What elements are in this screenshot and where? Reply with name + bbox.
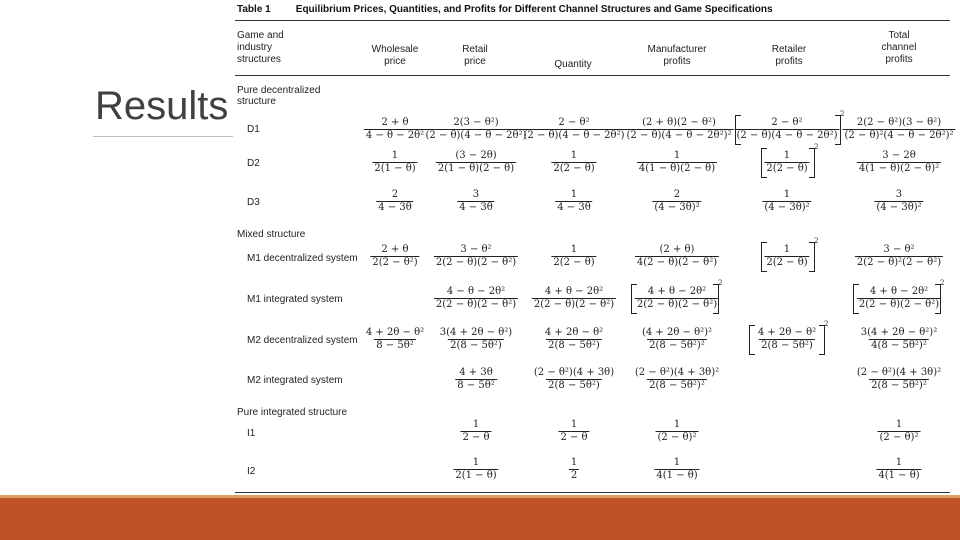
cell-m1d-manufacturer: $\frac{(2 + \theta)}{\text{4(2 − θ)(2 − θ²)}}$ (636, 244, 718, 268)
cell-m1i-total: $\frac{\text{4 + θ − 2θ²}}{\text{2(2 − θ)(2 − θ²)}}$ (858, 286, 940, 310)
cell-m2d-retailer: $\frac{\text{4 + 2θ − θ²}}{\text{2(8 − 5θ²)}}$ (757, 327, 817, 351)
exponent: 2 (814, 143, 819, 151)
cell-m2d-manufacturer: $\frac{\text{(4 + 2θ − θ²)²}}{\text{2(8 − 5θ²)²}}$ (641, 327, 713, 351)
row-label-m1-decentralized: M1 decentralized system (247, 253, 358, 264)
cell-d1-wholesale: $\frac{2 + \theta}{\text{4 − θ − 2θ²}}$ (365, 117, 425, 141)
bracket-right (835, 115, 841, 145)
cell-d2-quantity: $\frac{1}{2(2 - \theta)}$ (553, 150, 595, 174)
header-retailer: Retailer profits (771, 44, 807, 67)
cell-m1d-quantity: $\frac{1}{2(2 - \theta)}$ (553, 244, 595, 268)
row-label-m2-decentralized: M2 decentralized system (247, 335, 358, 346)
results-table (233, 0, 953, 498)
header-total: Total channel profits (881, 30, 917, 65)
cell-i1-quantity: $\frac{1}{2 - \theta}$ (560, 419, 588, 443)
row-label-m1-integrated: M1 integrated system (247, 294, 343, 305)
cell-m2i-manufacturer: $\frac{\text{(2 − θ²)(4 + 3θ)²}}{\text{2(8 − 5θ²)²}}$ (634, 367, 720, 391)
cell-d3-total: $\frac{3}{\text{(4 − 3θ)²}}$ (876, 189, 922, 213)
header-quantity: Quantity (554, 59, 592, 70)
cell-d2-wholesale: $\frac{1}{2(1 - \theta)}$ (374, 150, 416, 174)
table-header-rule (235, 75, 950, 76)
row-label-i1: I1 (247, 428, 256, 439)
cell-m1d-total: $\frac{\text{3 − θ²}}{\text{2(2 − θ)²(2 − θ²)}}$ (856, 244, 942, 268)
cell-m2d-quantity: $\frac{\text{4 + 2θ − θ²}}{\text{2(8 − 5θ²)}}$ (544, 327, 604, 351)
cell-d2-manufacturer: $\frac{1}{4(1 - \theta)(2 - \theta)}$ (638, 150, 716, 174)
table-caption-text: Equilibrium Prices, Quantities, and Profits for Different Channel Structures and Game Specifications (295, 4, 773, 15)
table-caption (237, 4, 773, 15)
table-number: Table 1 (237, 4, 271, 15)
cell-d1-manufacturer: $\frac{\text{(2 + θ)(2 − θ²)}}{\text{(2 − θ)(4 − θ − 2θ²)²}}$ (626, 117, 732, 141)
cell-d1-retailer: $\frac{\text{2 − θ²}}{\text{(2 − θ)(4 − θ − 2θ²)}}$ (736, 117, 838, 141)
cell-m2i-quantity: $\frac{\text{(2 − θ²)(4 + 3θ)}}{\text{2(8 − 5θ²)}}$ (533, 367, 615, 391)
cell-m1d-wholesale: $\frac{2 + \theta}{\text{2(2 − θ²)}}$ (372, 244, 418, 268)
cell-m2d-total: $\frac{\text{3(4 + 2θ − θ²)²}}{\text{4(8 − 5θ²)²}}$ (860, 327, 938, 351)
cell-m1d-retailer: $\frac{1}{2(2 - \theta)}$ (766, 244, 808, 268)
section-pure-integrated: Pure integrated structure (237, 407, 348, 418)
footer-bar (0, 498, 960, 540)
cell-d3-manufacturer: $\frac{2}{\text{(4 − 3θ)²}}$ (654, 189, 700, 213)
cell-m2d-retail: $\frac{\text{3(4 + 2θ − θ²)}}{\text{2(8 − 5θ²)}}$ (439, 327, 513, 351)
cell-d2-retail: $\frac{(3 - 2\theta)}{2(1 - \theta)(2 - \theta)}$ (437, 150, 515, 174)
bracket-right (809, 242, 815, 272)
bracket-right (935, 284, 941, 314)
cell-d1-retail: $\frac{\text{2(3 − θ²)}}{\text{(2 − θ)(4 − θ − 2θ²)}}$ (425, 117, 527, 141)
exponent: 2 (814, 237, 819, 245)
header-retail: Retail price (462, 44, 488, 67)
bracket-left (749, 325, 755, 355)
header-manufacturer: Manufacturer profits (647, 44, 707, 67)
row-label-m2-integrated: M2 integrated system (247, 375, 343, 386)
row-label-d2: D2 (247, 158, 260, 169)
cell-i2-total: $\frac{1}{4(1 - \theta)}$ (878, 457, 920, 481)
bracket-right (809, 148, 815, 178)
cell-i2-manufacturer: $\frac{1}{4(1 - \theta)}$ (656, 457, 698, 481)
bracket-right (713, 284, 719, 314)
bracket-right (819, 325, 825, 355)
cell-d1-total: $\frac{\text{2(2 − θ²)(3 − θ²)}}{\text{(2 − θ)²(4 − θ − 2θ²)²}}$ (844, 117, 954, 141)
row-label-d1: D1 (247, 124, 260, 135)
header-game: Game and industry structures (237, 30, 284, 65)
cell-d2-retailer: $\frac{1}{2(2 - \theta)}$ (766, 150, 808, 174)
row-label-i2: I2 (247, 466, 256, 477)
cell-m1i-quantity: $\frac{\text{4 + θ − 2θ²}}{\text{2(2 − θ)(2 − θ²)}}$ (533, 286, 615, 310)
header-wholesale: Wholesale price (371, 44, 419, 67)
cell-m2i-retail: $\frac{4 + 3\theta}{\text{8 − 5θ²}}$ (457, 367, 495, 391)
cell-i1-manufacturer: $\frac{1}{\text{(2 − θ)²}}$ (657, 419, 697, 443)
table-bottom-rule (235, 492, 950, 493)
title-underline (93, 136, 233, 137)
slide-title: Results (95, 84, 229, 128)
exponent: 2 (940, 279, 945, 287)
cell-i1-retail: $\frac{1}{2 - \theta}$ (462, 419, 490, 443)
section-pure-decentralized: Pure decentralized structure (237, 85, 321, 107)
cell-d2-total: $\frac{3 - 2\theta}{\text{4(1 − θ)(2 − θ)²}}$ (858, 150, 940, 174)
cell-d3-quantity: $\frac{1}{4 - 3\theta}$ (557, 189, 591, 213)
cell-m2d-wholesale: $\frac{\text{4 + 2θ − θ²}}{\text{8 − 5θ²}}$ (365, 327, 425, 351)
cell-i2-retail: $\frac{1}{2(1 - \theta)}$ (455, 457, 497, 481)
cell-i1-total: $\frac{1}{\text{(2 − θ)²}}$ (879, 419, 919, 443)
cell-d3-retail: $\frac{3}{4 - 3\theta}$ (459, 189, 493, 213)
cell-m1i-manufacturer: $\frac{\text{4 + θ − 2θ²}}{\text{2(2 − θ)(2 − θ²)}}$ (636, 286, 718, 310)
cell-i2-quantity: $\frac{1}{2}$ (570, 457, 578, 481)
cell-d3-wholesale: $\frac{2}{4 - 3\theta}$ (378, 189, 412, 213)
table-top-rule (235, 20, 950, 21)
exponent: 2 (824, 320, 829, 328)
cell-d3-retailer: $\frac{1}{\text{(4 − 3θ)²}}$ (764, 189, 810, 213)
cell-m2i-total: $\frac{\text{(2 − θ²)(4 + 3θ)²}}{\text{2(8 − 5θ²)²}}$ (856, 367, 942, 391)
cell-m1d-retail: $\frac{\text{3 − θ²}}{\text{2(2 − θ)(2 − θ²)}}$ (435, 244, 517, 268)
row-label-d3: D3 (247, 197, 260, 208)
exponent: 2 (840, 110, 845, 118)
exponent: 2 (718, 279, 723, 287)
cell-d1-quantity: $\frac{\text{2 − θ²}}{\text{(2 − θ)(4 − θ − 2θ²)}}$ (523, 117, 625, 141)
section-mixed: Mixed structure (237, 229, 306, 240)
cell-m1i-retail: $\frac{\text{4 − θ − 2θ²}}{\text{2(2 − θ)(2 − θ²)}}$ (435, 286, 517, 310)
